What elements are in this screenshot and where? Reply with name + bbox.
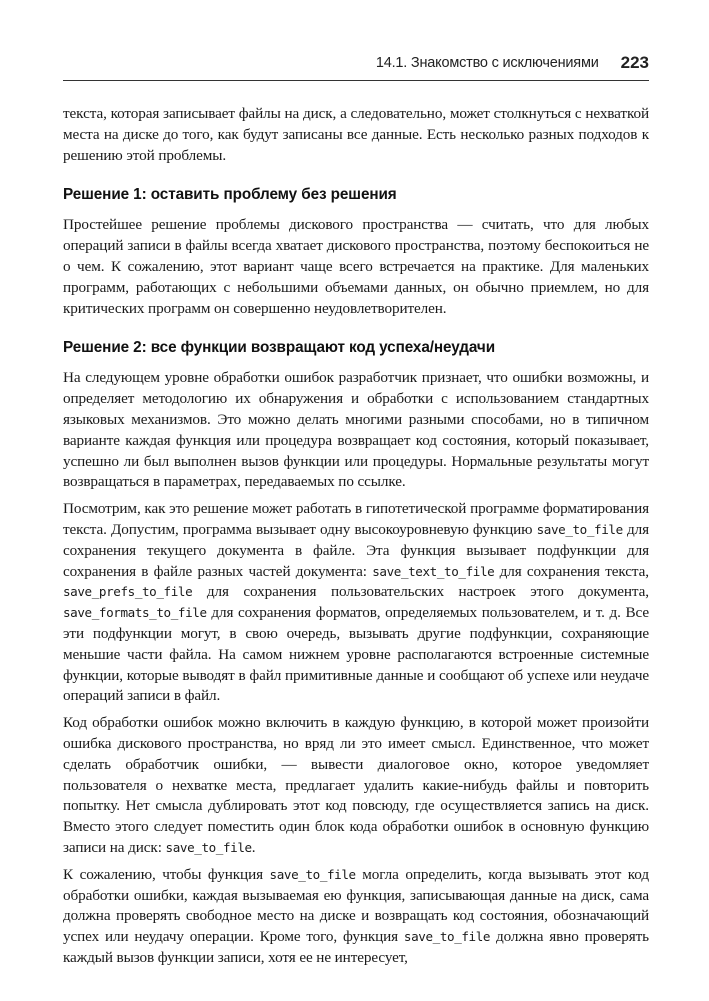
text-run: могла определить, когда вызывать этот код обработки ошибки, каждая вызываемая ею функция, записывающая данные на диск, сама должна проверять свободное место на диске и возвращать код состояния, обозначающий успех или неудачу операции. Кроме того, функция bbox=[63, 865, 649, 946]
text-run: . bbox=[251, 838, 256, 856]
code-save-formats-to-file: save_formats_to_file bbox=[63, 605, 207, 621]
header-rule bbox=[63, 80, 649, 81]
page-body bbox=[63, 104, 649, 969]
code-save-text-to-file: save_text_to_file bbox=[372, 563, 495, 579]
running-title: 14.1. Знакомство с исключениями bbox=[375, 55, 599, 71]
paragraph-solution-2a: На следующем уровне обработки ошибок разработчик признает, что ошибки возможны, и определяет методологию их обнаружения и обработки с использованием стандартных языковых механизмов. Это можно делать многими разными способами, но в типичном варианте каждая функция или процедура возвращает код состояния, который показывает, успешно ли был выполнен вызов функции или процедуры. Нормальные результаты могут возвращаться в параметрах, передаваемых по ссылке. bbox=[63, 369, 649, 491]
paragraph-intro: текста, которая записывает файлы на диск, а следовательно, может столкнуться с нехваткой места на диске до того, как будут записаны все данные. Есть несколько разных подходов к решению этой проблемы. bbox=[63, 105, 649, 164]
code-save-to-file: save_to_file bbox=[165, 839, 252, 855]
text-run: Посмотрим, как это решение может работать в гипотетической программе форматирования текста. Допустим, программа вызывает одну высокоуровневую функцию bbox=[63, 500, 649, 538]
text-run: для сохранения пользовательских настроек этого документа, bbox=[192, 583, 649, 601]
paragraph-solution-2c bbox=[63, 713, 649, 859]
text-run: должна явно проверять каждый вызов функции записи, хотя ее не интересует, bbox=[63, 928, 649, 966]
page-number: 223 bbox=[620, 53, 649, 72]
text-run: К сожалению, чтобы функция bbox=[63, 865, 270, 883]
text-run: Код обработки ошибок можно включить в каждую функцию, в которой может произойти ошибка дискового пространства, но вряд ли это имеет смысл. Единственное, что может сделать обработчик ошибки, — вывести диалоговое окно, которое уведомляет пользователя о нехватке места, предлагает удалить какие-нибудь файлы и повторить попытку. Нет смысла дублировать этот код повсюду, где осуществляется запись на диск. Вместо этого следует поместить один блок кода обработки ошибок в основную функцию записи на диск: bbox=[63, 714, 649, 856]
text-run: для сохранения форматов, определяемых пользователем, и т. д. Все эти подфункции могут, в свою очередь, вызывать другие подфункции, сохраняющие меньшие части файла. На самом нижнем уровне располагаются встроенные системные функции, которые выводят в файл примитивные данные и сообщают об успехе или неудаче операций записи в файл. bbox=[63, 604, 649, 705]
text-run: для сохранения текущего документа в файле. Эта функция вызывает подфункции для сохранения в файле разных частей документа: bbox=[63, 520, 649, 580]
code-save-to-file: save_to_file bbox=[536, 521, 623, 537]
code-save-to-file: save_to_file bbox=[403, 929, 491, 945]
text-run: для сохранения текста, bbox=[494, 562, 649, 580]
paragraph-solution-2d bbox=[63, 865, 649, 969]
page-header bbox=[63, 46, 649, 80]
heading-solution-1: Решение 1: оставить проблему без решения bbox=[63, 186, 397, 204]
code-save-prefs-to-file: save_prefs_to_file bbox=[63, 584, 193, 600]
paragraph-solution-1: Простейшее решение проблемы дискового пространства — считать, что для любых операций записи в файлы всегда хватает дискового пространства, поэтому беспокоиться не о чем. К сожалению, этот вариант чаще всего встречается на практике. Для маленьких программ, работающих с небольшими объемами данных, он обычно приемлем, но для критических программ он совершенно неудовлетворителен. bbox=[63, 216, 649, 317]
heading-solution-2: Решение 2: все функции возвращают код успеха/неудачи bbox=[63, 339, 495, 357]
paragraph-solution-2b bbox=[63, 499, 649, 707]
code-save-to-file: save_to_file bbox=[269, 866, 356, 882]
